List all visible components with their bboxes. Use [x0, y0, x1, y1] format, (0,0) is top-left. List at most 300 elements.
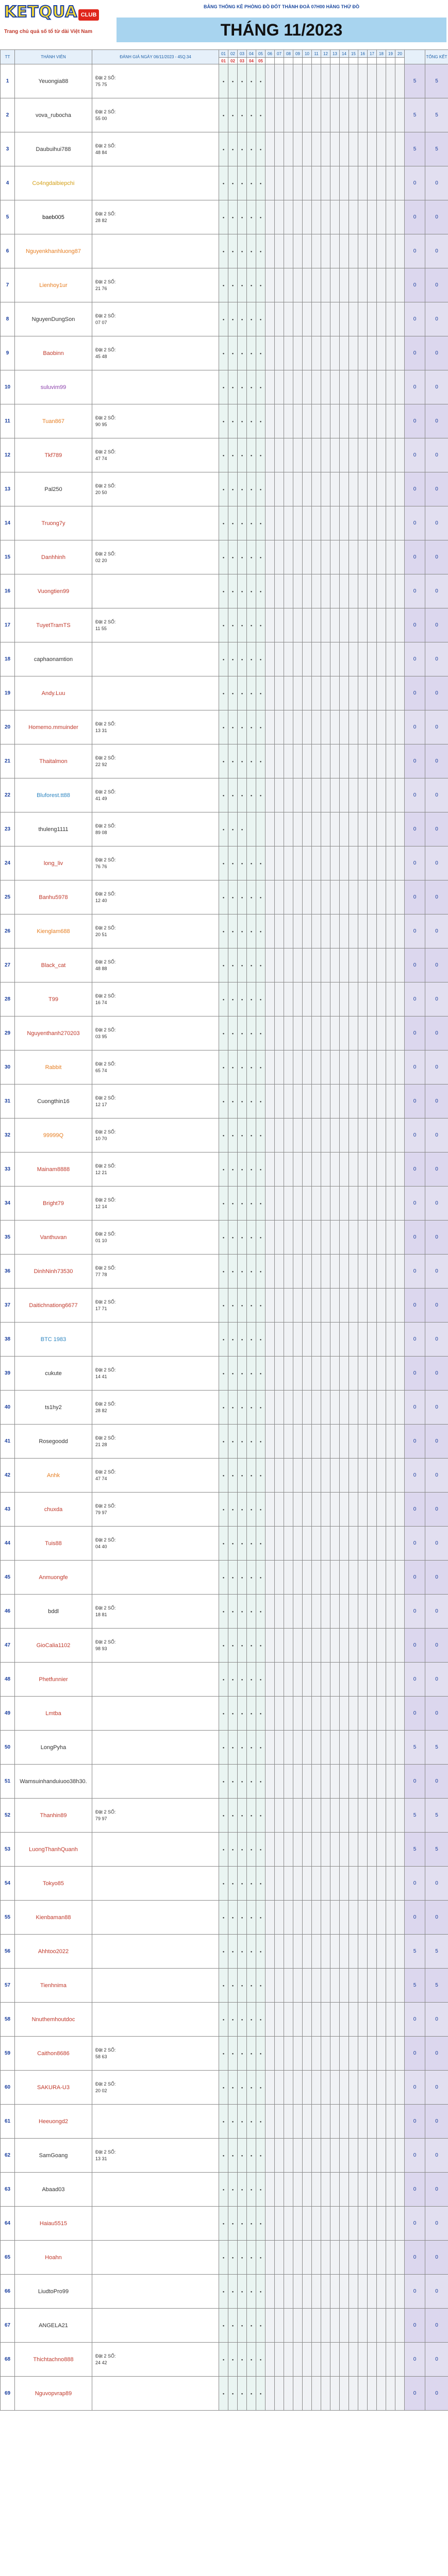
day-cell — [275, 812, 284, 846]
mark-dot: ● — [222, 1543, 225, 1546]
day-cell — [368, 982, 377, 1016]
day-cell — [340, 1050, 349, 1084]
day-cell — [368, 1459, 377, 1493]
day-cell — [293, 2139, 303, 2173]
mark-dot: ● — [241, 420, 243, 423]
day-cell — [219, 1697, 228, 1731]
row-number: 43 — [1, 1493, 15, 1527]
day-cell — [321, 1697, 330, 1731]
day-cell — [219, 1357, 228, 1391]
day-cell — [275, 642, 284, 676]
day-cell — [303, 1084, 312, 1118]
member-name[interactable]: Tienhnima — [15, 1969, 92, 2003]
member-name[interactable]: Bright79 — [15, 1187, 92, 1221]
member-name[interactable]: baeb005 — [15, 200, 92, 234]
member-name[interactable]: Black_cat — [15, 948, 92, 982]
day-cell — [321, 1731, 330, 1765]
day-cell — [238, 2105, 247, 2139]
member-name[interactable]: caphaonamtion — [15, 642, 92, 676]
mark-dot: ● — [231, 1849, 234, 1852]
mark-dot: ● — [241, 1338, 243, 1342]
day-cell — [377, 2139, 386, 2173]
day-cell — [219, 132, 228, 166]
score-label: Đặt 2 SỐ: — [95, 109, 116, 114]
member-name[interactable]: Tokyo85 — [15, 1867, 92, 1901]
day-cell — [256, 2105, 266, 2139]
day-cell — [284, 1969, 293, 2003]
day-cell — [349, 2377, 358, 2411]
day-cell — [247, 370, 256, 404]
day-cell — [228, 200, 238, 234]
day-cell — [256, 1118, 266, 1153]
day-cell — [256, 2275, 266, 2309]
mark-dot: ● — [241, 1815, 243, 1818]
day-cell — [386, 64, 395, 98]
member-name[interactable]: Rabbit — [15, 1050, 92, 1084]
sub-header-empty — [321, 58, 330, 64]
day-cell — [377, 1561, 386, 1595]
day-cell — [238, 2003, 247, 2037]
day-cell — [395, 540, 405, 574]
day-cell — [266, 98, 275, 132]
member-name[interactable]: Andy.Luu — [15, 676, 92, 710]
day-cell — [349, 2275, 358, 2309]
day-cell — [321, 608, 330, 642]
member-score — [92, 404, 219, 438]
member-name[interactable]: Homemo.mmuinder — [15, 710, 92, 744]
row-number: 60 — [1, 2071, 15, 2105]
day-cell — [219, 1016, 228, 1050]
mark-dot: ● — [222, 2189, 225, 2192]
day-cell — [275, 1493, 284, 1527]
row-number: 40 — [1, 1391, 15, 1425]
day-cell — [340, 1187, 349, 1221]
row-total-a: 0 — [405, 1118, 425, 1153]
day-cell — [340, 404, 349, 438]
member-name[interactable]: Thaitalmon — [15, 744, 92, 778]
day-cell — [368, 1765, 377, 1799]
member-score — [92, 268, 219, 302]
mark-dot: ● — [231, 2223, 234, 2226]
row-number: 54 — [1, 1867, 15, 1901]
col-header-total-a — [405, 50, 425, 64]
day-cell — [340, 1425, 349, 1459]
day-cell — [395, 1629, 405, 1663]
day-cell — [256, 812, 266, 846]
member-name[interactable]: Rosegoodd — [15, 1425, 92, 1459]
day-cell — [284, 2377, 293, 2411]
member-name[interactable]: Kienbaman88 — [15, 1901, 92, 1935]
row-number: 63 — [1, 2173, 15, 2207]
mark-dot: ● — [259, 114, 262, 117]
mark-dot: ● — [259, 1985, 262, 1988]
day-cell — [293, 2275, 303, 2309]
day-cell — [266, 778, 275, 812]
day-cell — [340, 1867, 349, 1901]
day-cell — [321, 1527, 330, 1561]
member-name[interactable]: Caithon8686 — [15, 2037, 92, 2071]
mark-dot: ● — [259, 896, 262, 900]
member-name[interactable]: Hoahn — [15, 2241, 92, 2275]
row-total: 0 — [425, 234, 448, 268]
mark-dot: ● — [259, 80, 262, 83]
member-score — [92, 2275, 219, 2309]
day-cell — [377, 948, 386, 982]
member-name[interactable]: Wamsuinhanduiuoo38h30. — [15, 1765, 92, 1799]
day-cell — [330, 1357, 340, 1391]
day-cell — [266, 846, 275, 880]
day-cell — [247, 336, 256, 370]
day-cell — [293, 1765, 303, 1799]
day-cell — [228, 2343, 238, 2377]
day-cell — [358, 404, 368, 438]
member-name[interactable]: suluvim99 — [15, 370, 92, 404]
day-cell — [330, 2105, 340, 2139]
day-cell — [238, 1323, 247, 1357]
score-label: Đặt 2 SỐ: — [95, 313, 116, 318]
member-name[interactable]: Bluforest.tt88 — [15, 778, 92, 812]
member-name[interactable]: Pal250 — [15, 472, 92, 506]
day-cell — [256, 914, 266, 948]
row-total: 0 — [425, 302, 448, 336]
member-name[interactable]: Daubuihui788 — [15, 132, 92, 166]
score-value: 03 95 — [95, 1033, 107, 1039]
member-name[interactable]: GioCalia1102 — [15, 1629, 92, 1663]
day-cell — [358, 1493, 368, 1527]
mark-dot: ● — [259, 386, 262, 389]
member-name[interactable]: bddl — [15, 1595, 92, 1629]
member-name[interactable]: Danhhinh — [15, 540, 92, 574]
member-score — [92, 642, 219, 676]
member-name[interactable]: Vuongtien99 — [15, 574, 92, 608]
day-cell — [219, 1493, 228, 1527]
day-cell — [303, 64, 312, 98]
member-name[interactable]: TuyetTramTS — [15, 608, 92, 642]
day-cell — [266, 2309, 275, 2343]
mark-dot: ● — [259, 1781, 262, 1784]
member-name[interactable]: Heeuongd2 — [15, 2105, 92, 2139]
mark-dot: ● — [259, 284, 262, 287]
day-cell — [219, 1935, 228, 1969]
mark-dot: ● — [222, 658, 225, 662]
mark-dot: ● — [259, 2359, 262, 2362]
day-cell — [238, 1153, 247, 1187]
day-cell — [256, 234, 266, 268]
day-cell — [219, 1221, 228, 1255]
member-name[interactable]: Lmtba — [15, 1697, 92, 1731]
row-total: 0 — [425, 2343, 448, 2377]
day-cell — [368, 200, 377, 234]
mark-dot: ● — [259, 1679, 262, 1682]
day-cell — [358, 1901, 368, 1935]
member-name[interactable]: Nguvopvrap89 — [15, 2377, 92, 2411]
row-number: 58 — [1, 2003, 15, 2037]
day-cell — [275, 1697, 284, 1731]
member-score — [92, 1255, 219, 1289]
day-cell — [368, 642, 377, 676]
day-cell — [349, 2139, 358, 2173]
day-cell — [303, 1050, 312, 1084]
day-cell — [358, 1731, 368, 1765]
mark-dot: ● — [222, 352, 225, 355]
day-cell — [321, 1799, 330, 1833]
day-cell — [368, 1969, 377, 2003]
day-cell — [275, 2105, 284, 2139]
member-name[interactable]: T99 — [15, 982, 92, 1016]
day-cell — [228, 1867, 238, 1901]
day-cell — [219, 1459, 228, 1493]
member-name[interactable]: Yeuongia88 — [15, 64, 92, 98]
member-name[interactable]: DinhNinh73530 — [15, 1255, 92, 1289]
row-number: 8 — [1, 302, 15, 336]
mark-dot: ● — [250, 556, 253, 560]
day-cell — [340, 778, 349, 812]
member-name[interactable]: Haiau5515 — [15, 2207, 92, 2241]
day-cell — [368, 1833, 377, 1867]
member-name[interactable]: vova_rubocha — [15, 98, 92, 132]
day-cell — [340, 2037, 349, 2071]
mark-dot: ● — [241, 2393, 243, 2396]
day-cell — [238, 574, 247, 608]
member-name[interactable]: ANGELA21 — [15, 2309, 92, 2343]
mark-dot: ● — [231, 454, 234, 457]
mark-dot: ● — [250, 522, 253, 526]
row-number: 37 — [1, 1289, 15, 1323]
member-name[interactable]: LuongThanhQuanh — [15, 1833, 92, 1867]
day-cell — [358, 1050, 368, 1084]
day-cell — [275, 2139, 284, 2173]
day-cell — [358, 982, 368, 1016]
day-cell — [312, 1357, 321, 1391]
day-cell — [238, 710, 247, 744]
member-score — [92, 336, 219, 370]
day-cell — [238, 540, 247, 574]
day-cell — [247, 2173, 256, 2207]
day-cell — [293, 1153, 303, 1187]
table-row — [1, 2139, 448, 2173]
day-cell — [340, 846, 349, 880]
mark-dot: ● — [259, 1168, 262, 1172]
day-cell — [303, 2207, 312, 2241]
mark-dot: ● — [259, 216, 262, 219]
site-logo[interactable] — [0, 0, 103, 45]
member-name[interactable]: Ahhtoo2022 — [15, 1935, 92, 1969]
score-value: 76 76 — [95, 863, 107, 869]
day-cell — [303, 982, 312, 1016]
day-cell — [293, 1391, 303, 1425]
mark-dot: ● — [231, 556, 234, 560]
day-cell — [284, 1425, 293, 1459]
member-name[interactable]: Nguyenkhanhluong87 — [15, 234, 92, 268]
member-name[interactable]: thuleng1111 — [15, 812, 92, 846]
day-cell — [219, 1595, 228, 1629]
member-name[interactable]: Thanhin89 — [15, 1799, 92, 1833]
day-cell — [247, 1833, 256, 1867]
day-cell — [256, 642, 266, 676]
day-cell — [377, 846, 386, 880]
day-cell — [219, 472, 228, 506]
mark-dot: ● — [222, 828, 225, 832]
member-name[interactable]: Cuongthin16 — [15, 1084, 92, 1118]
member-name[interactable]: Tuis88 — [15, 1527, 92, 1561]
day-cell — [275, 1323, 284, 1357]
member-name[interactable]: ts1hy2 — [15, 1391, 92, 1425]
member-name[interactable]: SamGoang — [15, 2139, 92, 2173]
member-name[interactable]: Banhu5978 — [15, 880, 92, 914]
day-cell — [238, 370, 247, 404]
member-name[interactable]: Thichtachno888 — [15, 2343, 92, 2377]
day-cell — [303, 1016, 312, 1050]
member-name[interactable]: Nguyenthanh270203 — [15, 1016, 92, 1050]
member-name[interactable]: long_liv — [15, 846, 92, 880]
member-name[interactable]: cukute — [15, 1357, 92, 1391]
day-cell — [340, 1561, 349, 1595]
day-cell — [275, 982, 284, 1016]
day-cell — [293, 1425, 303, 1459]
day-cell — [340, 1697, 349, 1731]
day-cell — [219, 2241, 228, 2275]
mark-dot: ● — [250, 964, 253, 968]
mark-dot: ● — [250, 2053, 253, 2056]
mark-dot: ● — [231, 182, 234, 185]
mark-dot: ● — [241, 930, 243, 934]
mark-dot: ● — [222, 930, 225, 934]
day-cell — [238, 132, 247, 166]
row-number: 69 — [1, 2377, 15, 2411]
member-name[interactable]: SAKURA-U3 — [15, 2071, 92, 2105]
member-name[interactable]: Lienhoy1ur — [15, 268, 92, 302]
member-name[interactable]: LongPyha — [15, 1731, 92, 1765]
day-cell — [256, 1255, 266, 1289]
day-cell — [256, 1561, 266, 1595]
day-header: 20 — [395, 50, 405, 58]
day-cell — [340, 2309, 349, 2343]
day-header: 08 — [284, 50, 293, 58]
mark-dot: ● — [241, 1747, 243, 1750]
mark-dot: ● — [241, 1883, 243, 1886]
day-cell — [312, 166, 321, 200]
mark-dot: ● — [222, 998, 225, 1002]
day-cell — [247, 880, 256, 914]
member-name[interactable]: chuxda — [15, 1493, 92, 1527]
mark-dot: ● — [222, 1100, 225, 1104]
day-cell — [219, 710, 228, 744]
mark-dot: ● — [259, 1815, 262, 1818]
member-name[interactable]: Baobinn — [15, 336, 92, 370]
member-name[interactable]: BTC 1983 — [15, 1323, 92, 1357]
page-title: THÁNG 11/2023 — [117, 18, 446, 42]
day-cell — [228, 1595, 238, 1629]
day-cell — [266, 1527, 275, 1561]
day-cell — [349, 1561, 358, 1595]
day-cell — [275, 744, 284, 778]
day-cell — [275, 676, 284, 710]
day-cell — [293, 2003, 303, 2037]
mark-dot: ● — [259, 1338, 262, 1342]
member-name[interactable]: Daitichnationg6677 — [15, 1289, 92, 1323]
day-cell — [395, 404, 405, 438]
member-name[interactable]: Abaad03 — [15, 2173, 92, 2207]
day-cell — [395, 2037, 405, 2071]
day-cell — [312, 336, 321, 370]
day-cell — [303, 1663, 312, 1697]
mark-dot: ● — [222, 1747, 225, 1750]
day-cell — [368, 2071, 377, 2105]
mark-dot: ● — [222, 1849, 225, 1852]
member-name[interactable]: Truong7y — [15, 506, 92, 540]
member-name[interactable]: Anhk — [15, 1459, 92, 1493]
score-value: 10 70 — [95, 1136, 107, 1141]
day-cell — [266, 2173, 275, 2207]
row-total: 0 — [425, 1527, 448, 1561]
member-name[interactable]: 99999Q — [15, 1118, 92, 1153]
member-name[interactable]: Phetfunnier — [15, 1663, 92, 1697]
mark-dot: ● — [250, 1815, 253, 1818]
day-cell — [321, 1221, 330, 1255]
row-total: 0 — [425, 1595, 448, 1629]
row-number: 23 — [1, 812, 15, 846]
mark-dot: ● — [222, 896, 225, 900]
mark-dot: ● — [250, 488, 253, 492]
member-name[interactable]: Vanthuvan — [15, 1221, 92, 1255]
mark-dot: ● — [222, 1406, 225, 1410]
score-label: Đặt 2 SỐ: — [95, 789, 116, 794]
mark-dot: ● — [250, 2087, 253, 2090]
day-cell — [266, 1561, 275, 1595]
day-cell — [377, 778, 386, 812]
day-cell — [368, 2377, 377, 2411]
member-name[interactable]: LiudtoPro99 — [15, 2275, 92, 2309]
day-cell — [377, 98, 386, 132]
mark-dot: ● — [231, 828, 234, 832]
table-row — [1, 744, 448, 778]
member-name[interactable]: Tuan867 — [15, 404, 92, 438]
member-name[interactable]: Tkf789 — [15, 438, 92, 472]
day-cell — [312, 540, 321, 574]
day-cell — [358, 812, 368, 846]
day-cell — [293, 1289, 303, 1323]
day-cell — [395, 1391, 405, 1425]
member-name[interactable]: Co4ngdaibiepchi — [15, 166, 92, 200]
member-name[interactable]: NguyenDungSon — [15, 302, 92, 336]
day-cell — [386, 1459, 395, 1493]
day-cell — [284, 1255, 293, 1289]
row-total-a: 0 — [405, 2343, 425, 2377]
row-total-a: 0 — [405, 404, 425, 438]
day-cell — [349, 676, 358, 710]
member-score — [92, 1221, 219, 1255]
score-label: Đặt 2 SỐ: — [95, 1503, 116, 1509]
mark-dot: ● — [222, 2053, 225, 2056]
member-score — [92, 880, 219, 914]
mark-dot: ● — [259, 522, 262, 526]
day-cell — [368, 1493, 377, 1527]
day-cell — [395, 1118, 405, 1153]
member-name[interactable]: Kienglam688 — [15, 914, 92, 948]
mark-dot: ● — [241, 1781, 243, 1784]
mark-dot: ● — [250, 760, 253, 764]
day-cell — [275, 1901, 284, 1935]
member-name[interactable]: Nnuthemhoutdoc — [15, 2003, 92, 2037]
day-cell — [386, 1289, 395, 1323]
member-name[interactable]: Anmuongfe — [15, 1561, 92, 1595]
day-cell — [330, 1323, 340, 1357]
member-score — [92, 1901, 219, 1935]
day-cell — [386, 1016, 395, 1050]
mark-dot: ● — [250, 2393, 253, 2396]
member-name[interactable]: Mainam8888 — [15, 1153, 92, 1187]
day-cell — [330, 2173, 340, 2207]
